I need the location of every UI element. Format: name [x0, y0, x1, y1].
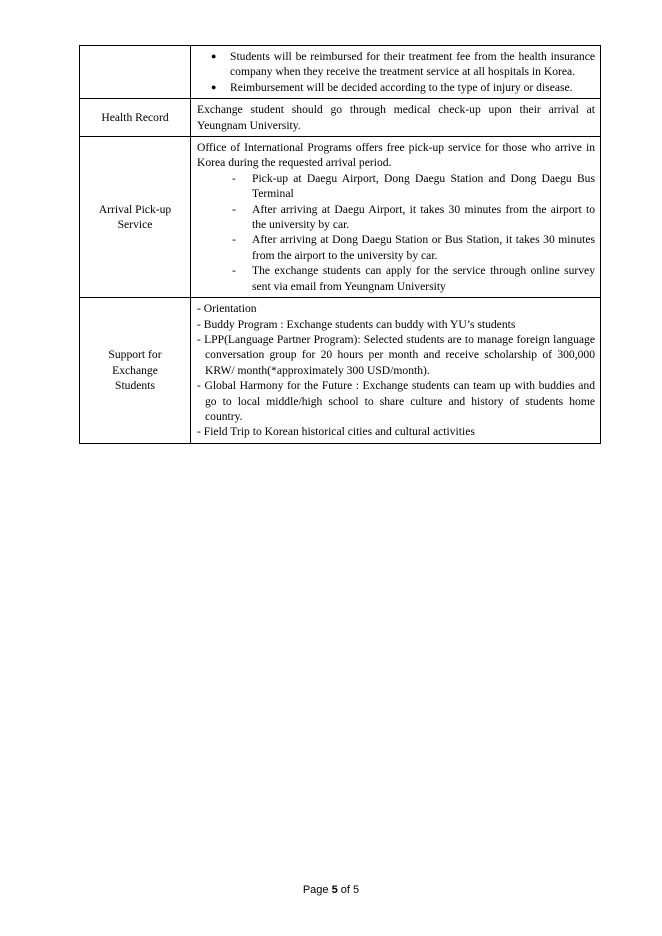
row-label-support-line1: Support for — [108, 348, 162, 362]
list-item-text: After arriving at Daegu Airport, it takes 30 minutes from the airport to the university by car. — [252, 202, 595, 232]
row-body-cell-health-record — [191, 99, 601, 137]
row-label-cell-empty — [80, 46, 191, 99]
support-item-lpp: - LPP(Language Partner Program): Selected students are to manage foreign language conversation group for 20 hours per month and receive scholarship of 300,000 KRW/ month(*approximately 300 USD/month). — [197, 332, 595, 377]
insurance-bullet-list — [197, 49, 595, 95]
table-row — [80, 137, 601, 298]
row-label-health-record: Health Record — [101, 110, 169, 124]
table-row — [80, 46, 601, 99]
list-item — [197, 263, 595, 294]
footer-prefix: Page — [302, 884, 332, 896]
list-item — [197, 49, 595, 80]
list-item — [197, 232, 595, 263]
footer-middle: of — [337, 884, 354, 896]
support-item-field-trip: - Field Trip to Korean historical cities and cultural activities — [197, 425, 475, 439]
row-body-cell-support — [191, 298, 601, 444]
bullet-icon: ● — [211, 81, 217, 92]
list-item-text: Students will be reimbursed for their treatment fee from the health insurance company when they receive the treatment service at all hospitals in Korea. — [230, 50, 595, 79]
table-row — [80, 99, 601, 137]
row-label-support-line3: Students — [115, 379, 155, 393]
list-item — [197, 171, 595, 202]
list-item-text: The exchange students can apply for the service through online survey sent via email from Yeungnam University — [252, 264, 595, 293]
row-label-cell-health-record — [80, 99, 191, 137]
list-item — [197, 202, 595, 233]
arrival-pickup-intro: Office of International Programs offers free pick-up service for those who arrive in Korea during the requested arrival period. — [197, 141, 595, 170]
row-label-arrival-pickup-line2: Service — [117, 218, 153, 232]
footer-total-pages: 5 — [353, 884, 360, 896]
information-table — [79, 45, 601, 444]
list-item — [197, 80, 595, 95]
row-label-support-line2: Exchange — [112, 363, 158, 377]
page-footer — [0, 884, 662, 896]
dash-icon: - — [232, 233, 236, 247]
table-row — [80, 298, 601, 444]
row-body-cell-insurance — [191, 46, 601, 99]
row-label-cell-support — [80, 298, 191, 444]
dash-icon: - — [232, 202, 236, 216]
arrival-pickup-dash-list — [197, 171, 595, 294]
bullet-icon: ● — [211, 51, 217, 61]
support-item-global-harmony: - Global Harmony for the Future : Exchange students can team up with buddies and go to local middle/high school to share culture and history of students home country. — [197, 379, 595, 423]
support-item-buddy-program: - Buddy Program : Exchange students can buddy with YU’s students — [197, 317, 516, 331]
list-item-text: Pick-up at Daegu Airport, Dong Daegu Station and Dong Daegu Bus Terminal — [252, 171, 595, 201]
health-record-text: Exchange student should go through medical check-up upon their arrival at Yeungnam University. — [197, 103, 595, 132]
support-item-orientation: - Orientation — [197, 302, 257, 316]
row-label-arrival-pickup-line1: Arrival Pick-up — [98, 202, 172, 216]
footer-current-page: 5 — [331, 884, 338, 896]
list-item-text: After arriving at Dong Daegu Station or Bus Station, it takes 30 minutes from the airport to the university by car. — [252, 233, 595, 262]
row-body-cell-arrival-pickup — [191, 137, 601, 298]
row-label-cell-arrival-pickup — [80, 137, 191, 298]
list-item-text: Reimbursement will be decided according to the type of injury or disease. — [230, 80, 573, 94]
dash-icon: - — [232, 264, 236, 278]
dash-icon: - — [232, 171, 236, 185]
